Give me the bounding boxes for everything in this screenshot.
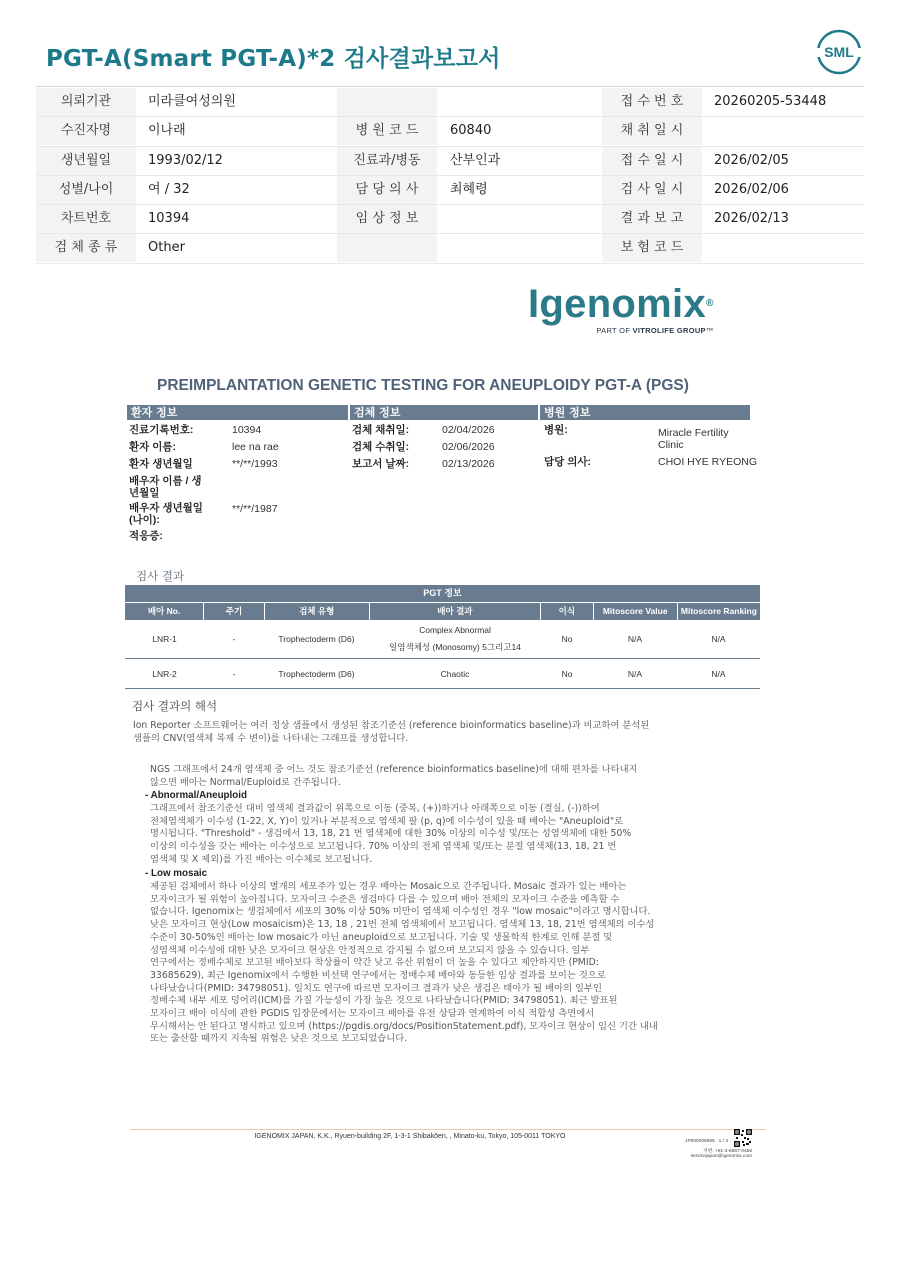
doctor-value: CHOI HYE RYEONG bbox=[658, 456, 757, 468]
pgt-info-band: PGT 정보 bbox=[125, 585, 760, 602]
document-title: PGT-A(Smart PGT-A)*2 검사결과보고서 bbox=[46, 46, 501, 72]
sample-collected-value: 02/04/2026 bbox=[442, 424, 495, 436]
field-value: 2026/02/05 bbox=[714, 152, 789, 168]
col-embryo-result: 배아 결과 bbox=[370, 603, 541, 620]
sml-logo bbox=[815, 28, 863, 76]
field-label: 접 수 번 호 bbox=[602, 88, 702, 116]
embryo-result-cell bbox=[369, 620, 541, 658]
qr-code-icon bbox=[734, 1129, 752, 1147]
text-line: 또는 출산할 때까지 지속될 위험은 낮은 것으로 보고되었습니다. bbox=[150, 1033, 408, 1045]
field-label bbox=[337, 234, 437, 262]
field-label: 검 체 종 류 bbox=[36, 234, 136, 262]
info-row bbox=[36, 147, 864, 176]
low-mosaic-paragraph bbox=[150, 881, 658, 1046]
footer-divider bbox=[130, 1129, 766, 1130]
partner-name-label: 배우자 이름 / 생년월일 bbox=[129, 475, 202, 499]
info-row bbox=[36, 205, 864, 234]
field-value: 2026/02/13 bbox=[714, 211, 789, 227]
results-heading: 검사 결과 bbox=[136, 569, 185, 583]
mitoscore-ranking-cell: N/A bbox=[711, 668, 726, 679]
partner-dob-value: **/**/1987 bbox=[232, 503, 278, 515]
cycle-cell: - bbox=[232, 634, 236, 644]
field-value: Other bbox=[148, 240, 185, 256]
text-line: 그래프에서 참조기준선 대비 염색체 결과값이 위쪽으로 이동 (중복, (+))하거나 아래쪽으로 이동 (결실, (-))하여 bbox=[150, 803, 600, 814]
cycle-cell: - bbox=[232, 668, 236, 679]
info-row bbox=[36, 234, 864, 263]
patient-name-value: lee na rae bbox=[232, 441, 279, 453]
text-line: 명시됩니다. "Threshold" - 생검에서 13, 18, 21 번 염색체에 대한 30% 이상의 이수성 및/또는 성염색체에 대한 50% bbox=[150, 828, 632, 840]
partner-dob-label: 배우자 생년월일 (나이): bbox=[129, 502, 203, 526]
sample-collected-label: 검체 채취일: bbox=[352, 424, 410, 436]
interpretation-heading: 검사 결과의 해석 bbox=[132, 699, 218, 713]
sample-received-value: 02/06/2026 bbox=[442, 441, 495, 453]
report-date-value: 02/13/2026 bbox=[442, 458, 495, 470]
field-value: 1993/02/12 bbox=[148, 152, 223, 168]
field-label: 생년월일 bbox=[36, 147, 136, 175]
field-value: 20260205-53448 bbox=[714, 94, 827, 109]
embryo-no-cell: LNR-2 bbox=[152, 668, 177, 679]
text-line: 낮은 모자이크 현상(Low mosaicism)은 13, 18 , 21번 전체 염색체에서 보고됩니다. 염색체 13, 18, 21번 염색체의 이수성 bbox=[150, 919, 655, 931]
footer-doc-code bbox=[608, 1139, 728, 1144]
col-mitoscore-value: Mitoscore Value bbox=[594, 603, 678, 620]
hospital-section-bar: 병원 정보 bbox=[540, 405, 750, 420]
field-label: 검 사 일 시 bbox=[602, 176, 702, 204]
field-label: 수진자명 bbox=[36, 117, 136, 145]
field-label: 성별/나이 bbox=[36, 176, 136, 204]
mitoscore-value-cell: N/A bbox=[627, 668, 643, 679]
text-line: 염색체 및 X 제외)를 가진 배아는 이수체로 보고됩니다. bbox=[150, 853, 373, 865]
col-mitoscore-ranking: Mitoscore Ranking bbox=[680, 606, 757, 616]
sml-logo-text: SML bbox=[824, 44, 854, 60]
report-date-label: 보고서 날짜: bbox=[352, 458, 410, 470]
text-line: 수준이 30-50%인 배아는 low mosaic가 아닌 aneuploid으로 보고됩니다. 기술 및 생물학적 한계로 인해 분절 및 bbox=[150, 931, 613, 943]
text-line: Ion Reporter 소프트웨어는 여러 정상 샘플에서 생성된 참조기준선 (reference bioinformatics baseline)과 비교하여 분석된 bbox=[133, 720, 650, 731]
igenomix-logo-word: Igenomix bbox=[528, 282, 706, 326]
patient-dob-value: **/**/1993 bbox=[232, 458, 278, 470]
field-label: 임 상 정 보 bbox=[337, 205, 437, 233]
mitoscore-value-cell: N/A bbox=[627, 634, 643, 644]
page-number: 1 / 4 bbox=[718, 1139, 728, 1144]
info-row bbox=[36, 88, 864, 117]
field-value: 60840 bbox=[450, 123, 492, 139]
field-value: 미라클여성의원 bbox=[148, 94, 236, 109]
doctor-label: 담당 의사: bbox=[544, 456, 591, 468]
col-sample-type: 검체 유형 bbox=[265, 603, 370, 620]
field-label: 결 과 보 고 bbox=[602, 205, 702, 233]
field-label: 접 수 일 시 bbox=[602, 147, 702, 175]
patient-name-label: 환자 이름: bbox=[129, 441, 176, 453]
field-value: 이나래 bbox=[148, 123, 186, 139]
field-value: 여 / 32 bbox=[148, 181, 190, 197]
sample-type-cell: Trophectoderm (D6) bbox=[278, 634, 355, 644]
embryo-result-cell: Chaotic bbox=[440, 668, 470, 679]
transfer-cell: No bbox=[561, 668, 573, 679]
field-value: 10394 bbox=[148, 211, 190, 227]
registered-mark: ® bbox=[706, 298, 714, 309]
hospital-label: 병원: bbox=[544, 424, 568, 436]
text-line: 연구에서는 정배수체로 보고된 배아보다 착상률이 약간 낮고 유산 위험이 더 높을 수 있다고 제안하지만 (PMID: bbox=[150, 957, 599, 969]
table-row bbox=[125, 620, 760, 659]
hospital-value: Miracle Fertility Clinic bbox=[658, 427, 729, 451]
record-number-value: 10394 bbox=[232, 424, 262, 436]
text-line: 않으면 배아는 Normal/Euploid로 간주됩니다. bbox=[150, 776, 341, 788]
field-label: 진료과/병동 bbox=[337, 147, 437, 175]
footer-address: IGENOMIX JAPAN, K.K., Ryuen-building 2F, 1-3-1 Shibakōen, , Minato-ku, Tokyo, 105-0011 TOKYO bbox=[254, 1133, 566, 1140]
mitoscore-ranking-cell: N/A bbox=[711, 634, 726, 644]
info-row bbox=[36, 176, 864, 205]
table-row bbox=[125, 659, 760, 689]
sample-received-label: 검체 수취일: bbox=[352, 441, 410, 453]
interpretation-intro bbox=[133, 720, 649, 745]
field-label: 차트번호 bbox=[36, 205, 136, 233]
text-line: 성염색체 이수성에 대한 낮은 모자이크 현상은 안정적으로 감지될 수 없으며 보고되지 않을 수 있습니다. 일부 bbox=[150, 944, 590, 956]
transfer-cell: No bbox=[561, 634, 573, 644]
low-mosaic-subheading: - Low mosaic bbox=[145, 868, 208, 879]
sample-section-bar: 검체 정보 bbox=[350, 405, 538, 420]
text-line: 이상의 이수성을 갖는 배아는 이수성으로 보고됩니다. 70% 이상의 전체 염색체 및/또는 분절 염색체(13, 18, 21 번 bbox=[150, 841, 617, 853]
logo-sub-tm: ™ bbox=[705, 326, 714, 335]
text-line: 무시해서는 안 된다고 명시하고 있으며 (https://pgdis.org/docs/PositionStatement.pdf), 모자이크 현상이 임신 기간 내내 bbox=[150, 1020, 658, 1032]
text-line: 제공된 검체에서 하나 이상의 별개의 세포주가 있는 경우 배아는 Mosaic으로 간주됩니다. Mosaic 결과가 있는 배아는 bbox=[150, 881, 627, 892]
field-value: 최혜령 bbox=[450, 181, 488, 197]
field-label: 병 원 코 드 bbox=[337, 117, 437, 145]
header-divider bbox=[36, 86, 864, 87]
text-line: 나타났습니다(PMID: 34798051). 일치도 연구에 따르면 모자이크 결과가 낮은 생검은 태아가 될 배아의 일부인 bbox=[150, 982, 602, 994]
field-label: 보 험 코 드 bbox=[602, 234, 702, 262]
abnormal-paragraph bbox=[150, 803, 631, 867]
text-line: 33685629), 최근 Igenomix에서 수행한 비선택 연구에서는 정배수체 배아와 동등한 임상 결과를 보이는 것으로 bbox=[150, 969, 606, 981]
info-row bbox=[36, 117, 864, 146]
footer-email: servicejapan@igenomix.com bbox=[690, 1154, 752, 1159]
abnormal-subheading: - Abnormal/Aneuploid bbox=[145, 790, 247, 801]
field-label: 의뢰기관 bbox=[36, 88, 136, 116]
col-embryo-no: 배아 No. bbox=[125, 603, 204, 620]
embryo-result-text: Complex Abnormal bbox=[419, 625, 491, 635]
footer-phone: 지번: +81-3-6667-0456 bbox=[703, 1149, 752, 1154]
field-value: 산부인과 bbox=[450, 152, 501, 168]
field-label bbox=[337, 88, 437, 116]
sample-type-cell: Trophectoderm (D6) bbox=[278, 668, 355, 679]
field-label: 채 취 일 시 bbox=[602, 117, 702, 145]
patient-section-bar: 환자 정보 bbox=[127, 405, 348, 420]
col-cycle: 주기 bbox=[204, 603, 264, 620]
results-header-row bbox=[125, 603, 760, 620]
text-line: NGS 그래프에서 24개 염색체 중 어느 것도 참조기준선 (reference bioinformatics baseline)에 대해 편차를 나타내지 bbox=[150, 764, 638, 775]
results-table bbox=[125, 585, 760, 689]
igenomix-logo bbox=[528, 284, 714, 335]
text-line: 모자이크 배아 이식에 관한 PGDIS 입장문에서는 모자이크 배아를 유전 상담과 연계하여 이식 적합성 측면에서 bbox=[150, 1008, 595, 1020]
record-number-label: 진료기록번호: bbox=[129, 424, 194, 436]
embryo-no-cell: LNR-1 bbox=[152, 634, 177, 644]
patient-dob-label: 환자 생년월일 bbox=[129, 458, 193, 470]
indication-label: 적응증: bbox=[129, 530, 163, 542]
text-line: 전체염색체가 이수성 (1-22, X, Y)이 있거나 부분적으로 염색체 팔 (p, q)에 이수성이 있을 때 배아는 "Aneuploid"로 bbox=[150, 815, 624, 827]
doc-code: JP000205695 bbox=[685, 1139, 715, 1144]
logo-sub-prefix: PART OF bbox=[596, 326, 633, 335]
col-transfer: 이식 bbox=[541, 603, 594, 620]
logo-sub-brand: VITROLIFE GROUP bbox=[632, 326, 706, 335]
text-line: 없습니다. Igenomix는 생검체에서 세포의 30% 이상 50% 미만이 염색체 이수성인 경우 "low mosaic"이라고 명시합니다. bbox=[150, 906, 651, 918]
field-label: 담 당 의 사 bbox=[337, 176, 437, 204]
report-heading: PREIMPLANTATION GENETIC TESTING FOR ANEUPLOIDY PGT-A (PGS) bbox=[157, 377, 689, 394]
field-value: 2026/02/06 bbox=[714, 181, 789, 197]
embryo-result-detail: 일염색체성 (Monosomy) 5그리고14 bbox=[389, 642, 521, 652]
text-line: 정배수체 내부 세포 덩어리(ICM)를 가질 가능성이 가장 높은 것으로 나타났습니다(PMID: 34798051). 최근 발표된 bbox=[150, 995, 618, 1007]
patient-info-table bbox=[36, 88, 864, 264]
text-line: 모자이크가 될 위험이 높아집니다. 모자이크 수준은 생검마다 다를 수 있으며 배아 전체의 모자이크 수준을 예측할 수 bbox=[150, 893, 620, 905]
interpretation-ngs bbox=[150, 764, 638, 789]
text-line: 샘플의 CNV(염색체 복제 수 변이)를 나타내는 그래프를 생성합니다. bbox=[133, 732, 409, 744]
